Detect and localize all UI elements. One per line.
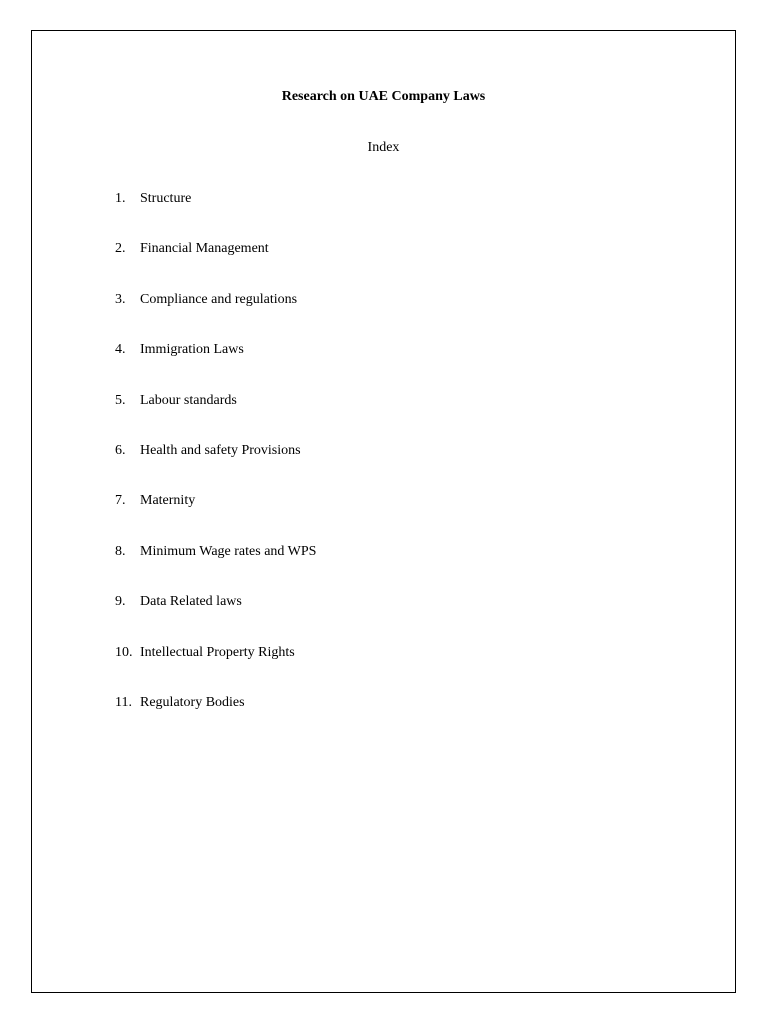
index-item-number: 3.: [115, 291, 126, 307]
index-item: [115, 392, 316, 442]
index-item-label: Compliance and regulations: [140, 291, 298, 307]
index-item-label: Financial Management: [140, 241, 269, 257]
index-item: [115, 240, 316, 290]
index-item: [115, 291, 316, 341]
index-item-label: Intellectual Property Rights: [140, 644, 295, 660]
index-item-number: 7.: [115, 493, 126, 509]
index-item-label: Immigration Laws: [140, 342, 244, 358]
index-item-label: Structure: [140, 191, 192, 206]
index-item-number: 1.: [115, 191, 126, 206]
index-item-label: Minimum Wage rates and WPS: [140, 543, 317, 559]
index-item: [115, 190, 316, 240]
index-item-label: Maternity: [140, 493, 196, 509]
index-item: [115, 694, 316, 744]
index-item: [115, 543, 316, 593]
index-item-number: 8.: [115, 543, 126, 559]
index-item-number: 2.: [115, 241, 126, 257]
index-item-number: 9.: [115, 594, 126, 610]
index-item: [115, 492, 316, 542]
index-item-number: 5.: [115, 392, 126, 408]
index-item-number: 10.: [115, 644, 133, 660]
index-item-label: Data Related laws: [140, 594, 242, 610]
index-item-number: 6.: [115, 442, 126, 458]
index-item-label: Labour standards: [140, 392, 237, 408]
index-heading: Index: [367, 140, 400, 155]
index-item-number: 11.: [115, 694, 132, 710]
index-item-label: Health and safety Provisions: [140, 442, 301, 458]
document-page: [31, 30, 736, 993]
index-item-number: 4.: [115, 342, 126, 358]
index-item: [115, 341, 316, 391]
index-item-label: Regulatory Bodies: [140, 694, 245, 710]
index-list: [115, 190, 316, 744]
index-item: [115, 644, 316, 694]
document-title: Research on UAE Company Laws: [281, 89, 486, 104]
index-item: [115, 593, 316, 643]
index-item: [115, 442, 316, 492]
